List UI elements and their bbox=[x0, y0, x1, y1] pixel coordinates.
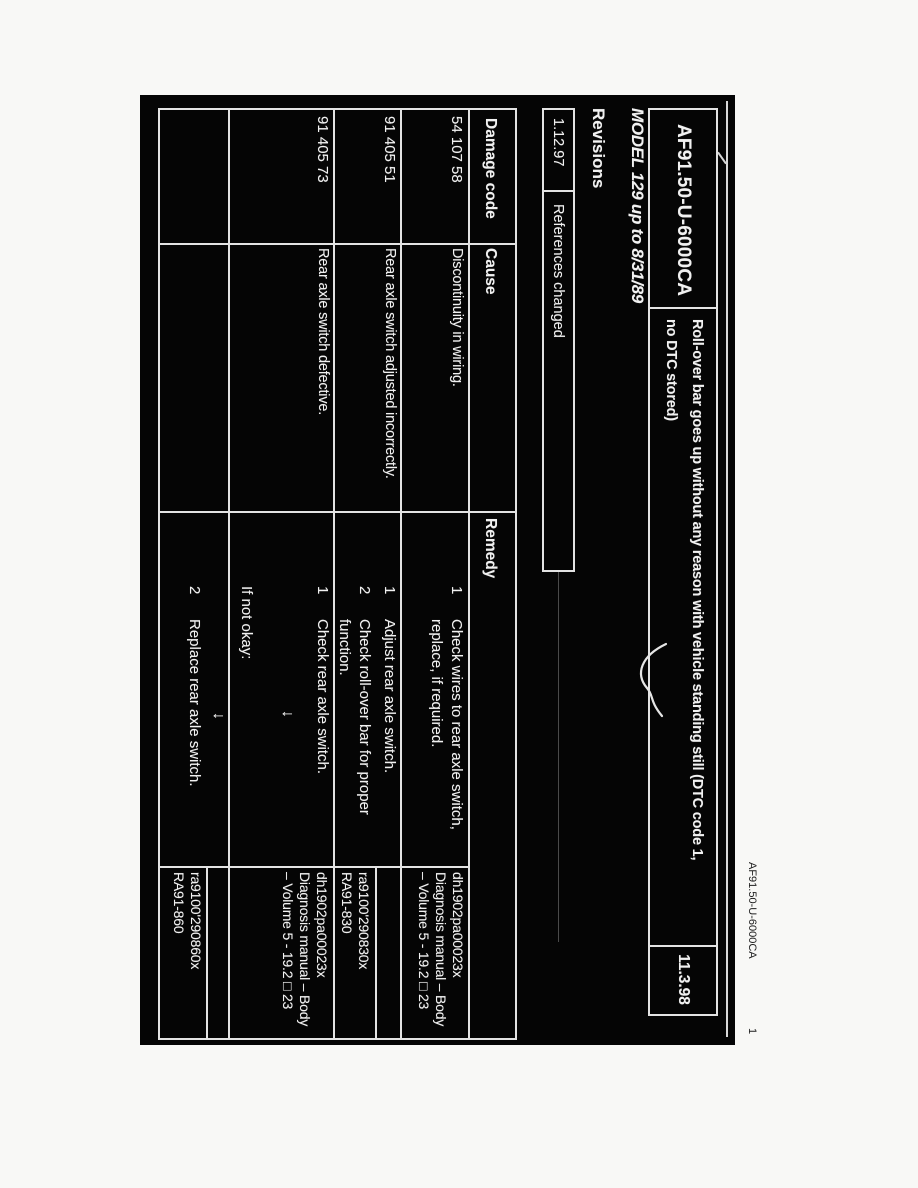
remedy-step-text: Replace rear axle switch. bbox=[186, 619, 203, 787]
reference-code: ra9100'290860x bbox=[188, 872, 204, 970]
col-divider-cause-remedy bbox=[160, 511, 515, 513]
remedy-step-number: 2 bbox=[356, 586, 373, 595]
reference-code: ra9100'290830x bbox=[356, 872, 372, 970]
remedy-step-number: 1 bbox=[448, 586, 465, 595]
revisions-heading: Revisions bbox=[589, 108, 608, 189]
reference-text: Diagnosis manual – Body bbox=[297, 872, 313, 1027]
remedy-step-text: replace, if required. bbox=[428, 619, 445, 748]
reference-code: dh1902pa00023x bbox=[450, 872, 466, 978]
flow-note: If not okay: bbox=[238, 586, 255, 660]
flow-down-arrow-icon: ↓ bbox=[279, 710, 296, 718]
inverted-scan-content-block bbox=[140, 95, 735, 1045]
flow-down-arrow-icon: ↓ bbox=[210, 712, 227, 720]
ref-cell-divider-row3 bbox=[206, 866, 208, 1038]
damage-code-value: 91 405 51 bbox=[381, 116, 398, 183]
revision-description: References changed bbox=[550, 204, 567, 338]
model-line: MODEL 129 up to 8/31/89 bbox=[628, 108, 647, 303]
revisions-table-row bbox=[542, 108, 575, 572]
reference-code: RA91-860 bbox=[171, 872, 187, 934]
page-number: 1 bbox=[746, 1028, 758, 1035]
row-divider-1 bbox=[400, 110, 402, 1038]
damage-code-table bbox=[158, 108, 517, 1040]
remedy-step-text: Adjust rear axle switch. bbox=[381, 619, 398, 774]
remedy-step-number: 2 bbox=[186, 586, 203, 595]
top-rule bbox=[726, 101, 728, 1037]
damage-code-value: 91 405 73 bbox=[314, 116, 331, 183]
remedy-step-number: 1 bbox=[381, 586, 398, 595]
document-title-line1: Roll-over bar goes up without any reason with vehicle standing still (DTC code 1, bbox=[689, 319, 705, 861]
damage-code-value: 54 107 58 bbox=[448, 116, 465, 183]
column-header-remedy: Remedy bbox=[482, 518, 499, 579]
document-title bbox=[658, 319, 710, 860]
document-code: AF91.50-U-6000CA bbox=[673, 124, 694, 297]
cause-text: Discontinuity in wiring. bbox=[449, 248, 465, 387]
row-divider-2 bbox=[333, 110, 335, 1038]
running-header-doc-code: AF91.50-U-6000CA bbox=[746, 862, 758, 959]
scan-artifact-streak bbox=[558, 572, 559, 942]
scan-artifact-squiggle bbox=[633, 640, 669, 722]
remedy-step-text: Check roll-over bar for proper bbox=[356, 619, 373, 815]
reference-text: – Volume 5 - 19.2 □ 23 bbox=[280, 872, 296, 1010]
remedy-step-text: function. bbox=[336, 619, 353, 676]
revisions-divider bbox=[544, 190, 573, 192]
reference-text: Diagnosis manual – Body bbox=[433, 872, 449, 1027]
column-header-damage-code: Damage code bbox=[482, 118, 499, 219]
ref-cell-divider-row2 bbox=[375, 866, 377, 1038]
col-divider-damage-cause bbox=[160, 243, 515, 245]
reference-text: – Volume 5 - 19.2 □ 23 bbox=[416, 872, 432, 1010]
remedy-step-text: Check rear axle switch. bbox=[314, 619, 331, 775]
document-header-table bbox=[648, 108, 718, 1016]
row-divider-header bbox=[468, 110, 470, 1038]
reference-code: dh1902pa00023x bbox=[314, 872, 330, 978]
revision-date: 1.12.97 bbox=[550, 118, 567, 167]
header-divider-1 bbox=[650, 307, 716, 309]
document-title-line2: no DTC stored) bbox=[663, 319, 679, 421]
running-header bbox=[742, 0, 758, 1060]
row-divider-3 bbox=[228, 110, 230, 1038]
document-date: 11.3.98 bbox=[675, 954, 692, 1005]
cause-text: Rear axle switch adjusted incorrectly. bbox=[382, 248, 398, 479]
reference-code: RA91-830 bbox=[339, 872, 355, 934]
cause-text: Rear axle switch defective. bbox=[315, 248, 331, 416]
column-header-cause: Cause bbox=[482, 248, 499, 295]
remedy-step-number: 1 bbox=[314, 586, 331, 595]
remedy-step-text: Check wires to rear axle switch, bbox=[448, 619, 465, 830]
